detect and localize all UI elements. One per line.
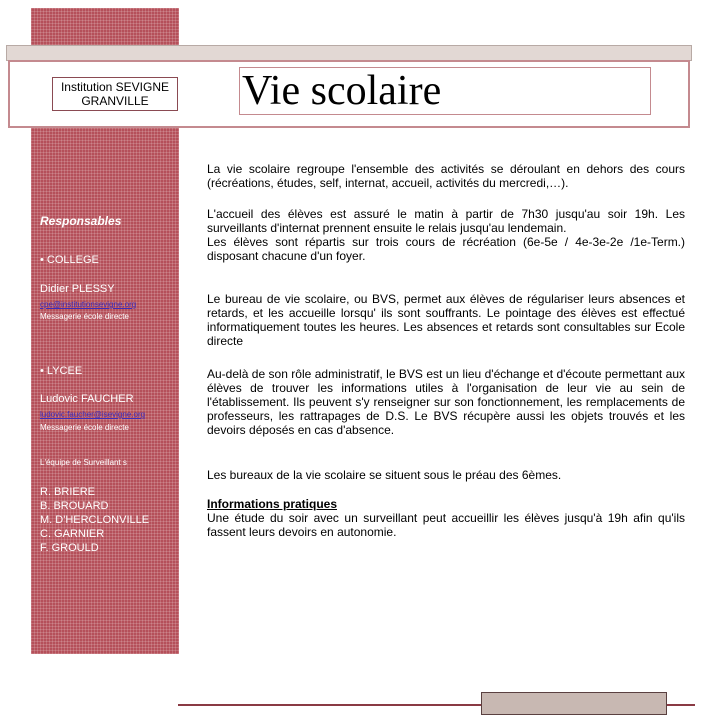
team-member: F. GROULD xyxy=(40,542,99,554)
team-member: B. BROUARD xyxy=(40,500,109,512)
team-member: M. D'HERCLONVILLE xyxy=(40,514,150,526)
college-messaging-note: Messagerie école directe xyxy=(40,312,129,321)
lycee-contact-name: Ludovic FAUCHER xyxy=(40,393,134,405)
team-list xyxy=(40,485,149,555)
cours-foyer: disposant chacune d'un foyer. xyxy=(207,249,366,263)
college-label: • COLLEGE xyxy=(40,254,99,266)
sidebar-heading: Responsables xyxy=(40,214,122,228)
paragraph-cours xyxy=(207,235,685,263)
institution-name: Institution SEVIGNE xyxy=(60,80,170,94)
lycee-email-link[interactable]: ludovic.faucher@isevigne.org xyxy=(40,410,146,419)
paragraph-bvs-text: Le bureau de vie scolaire, ou BVS, permet aux élèves de régulariser leurs absences et retards, et les accueille lorsqu' ils sont souffrants. Le pointage des élèves est effectué informatiquement toutes les heures. Les absences et retards sont consultables sur Ecole directe xyxy=(207,292,685,348)
lycee-label: • LYCEE xyxy=(40,365,83,377)
paragraph-location xyxy=(207,468,685,482)
paragraph-bvs xyxy=(207,292,685,348)
team-member: C. GARNIER xyxy=(40,528,105,540)
institution-city: GRANVILLE xyxy=(81,94,149,108)
paragraph-location-text: Les bureaux de la vie scolaire se situent sous le préau des 6èmes. xyxy=(207,468,562,482)
college-email-link[interactable]: cpe@institutionsevigne.org xyxy=(40,300,137,309)
header-top-band xyxy=(6,45,692,61)
footer-box xyxy=(481,692,667,715)
title-box xyxy=(239,67,651,115)
paragraph-accueil-text: L'accueil des élèves est assuré le matin à partir de 7h30 jusqu'au soir 19h. Les surveillants d'internat prennent ensuite le relais jusqu'au lendemain. xyxy=(207,207,685,235)
cours-levels: (6e-5e / 4e-3e-2e /1e-Term.) xyxy=(523,235,686,249)
paragraph-intro-text: La vie scolaire regroupe l'ensemble des activités se déroulant en dehors des cours (récréations, études, self, internat, accueil, activités du mercredi,…). xyxy=(207,162,685,190)
info-text: Une étude du soir avec un surveillant peut accueillir les élèves jusqu'à 19h afin qu'ils fassent leurs devoirs en autonomie. xyxy=(207,511,685,539)
paragraph-role-text: Au-delà de son rôle administratif, le BVS est un lieu d'échange et d'écoute permettant aux élèves de trouver les informations utiles à l'organisation de leur vie au sein de l'établissement. Ils peuvent s'y renseigner sur son fonctionnement, les remplacements de professeurs, les rattrapages de D.S. Le BVS récupère aussi les objets trouvés et les devoirs déposés en cas d'absence. xyxy=(207,367,685,437)
lycee-messaging-note: Messagerie école directe xyxy=(40,423,129,432)
team-member: R. BRIERE xyxy=(40,486,96,498)
paragraph-accueil xyxy=(207,207,685,263)
cours-text: Les élèves sont répartis sur trois cours de récréation xyxy=(207,235,516,249)
info-heading: Informations pratiques xyxy=(207,497,338,511)
college-contact-name: Didier PLESSY xyxy=(40,283,115,295)
team-heading: L'équipe de Surveillant s xyxy=(40,458,127,467)
institution-box xyxy=(52,77,178,111)
info-section xyxy=(207,497,685,539)
page-title: Vie scolaire xyxy=(242,68,442,114)
paragraph-intro xyxy=(207,162,685,190)
paragraph-role xyxy=(207,367,685,437)
